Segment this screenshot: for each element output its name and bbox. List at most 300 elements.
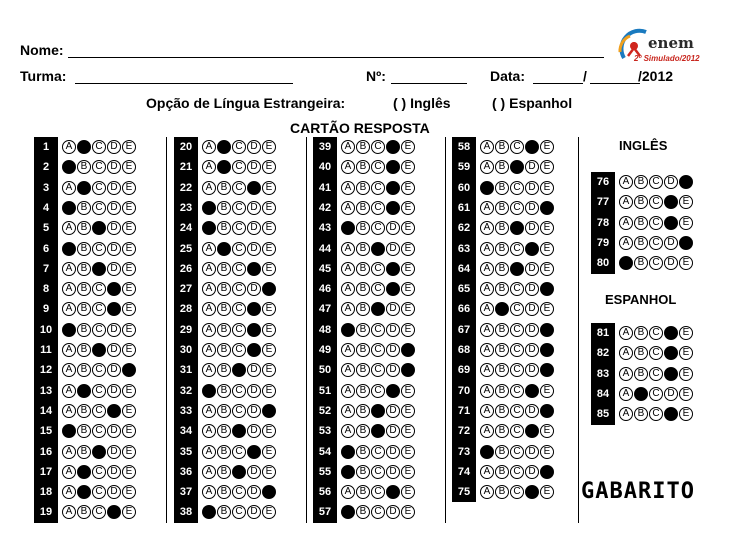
answer-bubble-b[interactable]: B <box>217 160 231 174</box>
answer-bubble-d[interactable]: D <box>386 221 400 235</box>
answer-bubble-c[interactable]: C <box>92 445 106 459</box>
answer-bubble-b[interactable]: B <box>217 445 231 459</box>
answer-bubble-e[interactable]: E <box>262 343 276 357</box>
answer-bubble-d[interactable]: D <box>664 256 678 270</box>
answer-bubble-e[interactable]: E <box>540 323 554 337</box>
answer-bubble-c[interactable]: C <box>232 242 246 256</box>
answer-bubble-b[interactable]: B <box>77 140 91 154</box>
answer-bubble-a[interactable]: A <box>341 505 355 519</box>
answer-bubble-c[interactable]: C <box>92 424 106 438</box>
answer-bubble-d[interactable]: D <box>386 282 400 296</box>
answer-bubble-a[interactable]: A <box>480 404 494 418</box>
answer-bubble-d[interactable]: D <box>386 242 400 256</box>
answer-bubble-c[interactable]: C <box>649 326 663 340</box>
answer-bubble-b[interactable]: B <box>634 387 648 401</box>
answer-bubble-e[interactable]: E <box>679 407 693 421</box>
answer-bubble-b[interactable]: B <box>495 262 509 276</box>
answer-bubble-a[interactable]: A <box>62 242 76 256</box>
answer-bubble-b[interactable]: B <box>356 282 370 296</box>
answer-bubble-b[interactable]: B <box>495 181 509 195</box>
answer-bubble-d[interactable]: D <box>386 384 400 398</box>
answer-bubble-d[interactable]: D <box>386 505 400 519</box>
answer-bubble-e[interactable]: E <box>540 140 554 154</box>
answer-bubble-a[interactable]: A <box>62 485 76 499</box>
answer-bubble-c[interactable]: C <box>371 242 385 256</box>
answer-bubble-d[interactable]: D <box>107 343 121 357</box>
answer-bubble-d[interactable]: D <box>247 140 261 154</box>
answer-bubble-a[interactable]: A <box>62 424 76 438</box>
answer-bubble-e[interactable]: E <box>122 465 136 479</box>
answer-bubble-d[interactable]: D <box>247 323 261 337</box>
answer-bubble-c[interactable]: C <box>92 323 106 337</box>
answer-bubble-a[interactable]: A <box>480 221 494 235</box>
answer-bubble-e[interactable]: E <box>401 140 415 154</box>
answer-bubble-b[interactable]: B <box>356 160 370 174</box>
answer-bubble-c[interactable]: C <box>232 343 246 357</box>
answer-bubble-d[interactable]: D <box>107 465 121 479</box>
answer-bubble-c[interactable]: C <box>92 384 106 398</box>
answer-bubble-e[interactable]: E <box>262 221 276 235</box>
answer-bubble-e[interactable]: E <box>122 343 136 357</box>
answer-bubble-d[interactable]: D <box>247 384 261 398</box>
answer-bubble-e[interactable]: E <box>679 236 693 250</box>
answer-bubble-a[interactable]: A <box>202 343 216 357</box>
answer-bubble-a[interactable]: A <box>341 160 355 174</box>
answer-bubble-b[interactable]: B <box>217 384 231 398</box>
answer-bubble-c[interactable]: C <box>92 201 106 215</box>
answer-bubble-d[interactable]: D <box>247 465 261 479</box>
answer-bubble-a[interactable]: A <box>341 424 355 438</box>
answer-bubble-a[interactable]: A <box>341 201 355 215</box>
answer-bubble-c[interactable]: C <box>92 343 106 357</box>
answer-bubble-b[interactable]: B <box>77 282 91 296</box>
answer-bubble-c[interactable]: C <box>92 181 106 195</box>
name-field[interactable] <box>68 57 604 58</box>
answer-bubble-b[interactable]: B <box>77 160 91 174</box>
answer-bubble-c[interactable]: C <box>232 262 246 276</box>
answer-bubble-d[interactable]: D <box>107 140 121 154</box>
answer-bubble-e[interactable]: E <box>540 485 554 499</box>
answer-bubble-b[interactable]: B <box>217 505 231 519</box>
answer-bubble-d[interactable]: D <box>247 505 261 519</box>
answer-bubble-d[interactable]: D <box>525 343 539 357</box>
answer-bubble-e[interactable]: E <box>122 505 136 519</box>
answer-bubble-d[interactable]: D <box>247 302 261 316</box>
answer-bubble-e[interactable]: E <box>401 242 415 256</box>
answer-bubble-e[interactable]: E <box>122 485 136 499</box>
answer-bubble-b[interactable]: B <box>356 343 370 357</box>
answer-bubble-d[interactable]: D <box>386 140 400 154</box>
answer-bubble-b[interactable]: B <box>356 302 370 316</box>
answer-bubble-a[interactable]: A <box>619 407 633 421</box>
answer-bubble-a[interactable]: A <box>480 181 494 195</box>
answer-bubble-a[interactable]: A <box>480 363 494 377</box>
answer-bubble-a[interactable]: A <box>202 282 216 296</box>
answer-bubble-a[interactable]: A <box>480 201 494 215</box>
answer-bubble-c[interactable]: C <box>371 140 385 154</box>
answer-bubble-a[interactable]: A <box>202 445 216 459</box>
answer-bubble-c[interactable]: C <box>371 201 385 215</box>
answer-bubble-a[interactable]: A <box>341 242 355 256</box>
answer-bubble-e[interactable]: E <box>122 221 136 235</box>
answer-bubble-e[interactable]: E <box>679 326 693 340</box>
spanish-option[interactable]: ( ) Espanhol <box>492 95 573 111</box>
answer-bubble-c[interactable]: C <box>232 363 246 377</box>
answer-bubble-a[interactable]: A <box>480 302 494 316</box>
answer-bubble-a[interactable]: A <box>480 424 494 438</box>
answer-bubble-b[interactable]: B <box>217 343 231 357</box>
answer-bubble-b[interactable]: B <box>217 140 231 154</box>
answer-bubble-d[interactable]: D <box>107 424 121 438</box>
answer-bubble-b[interactable]: B <box>634 216 648 230</box>
answer-bubble-d[interactable]: D <box>664 407 678 421</box>
answer-bubble-a[interactable]: A <box>62 160 76 174</box>
answer-bubble-c[interactable]: C <box>92 465 106 479</box>
answer-bubble-a[interactable]: A <box>202 242 216 256</box>
answer-bubble-b[interactable]: B <box>217 242 231 256</box>
answer-bubble-e[interactable]: E <box>401 445 415 459</box>
answer-bubble-d[interactable]: D <box>386 201 400 215</box>
answer-bubble-d[interactable]: D <box>386 343 400 357</box>
answer-bubble-e[interactable]: E <box>122 323 136 337</box>
answer-bubble-b[interactable]: B <box>77 323 91 337</box>
answer-bubble-d[interactable]: D <box>525 485 539 499</box>
answer-bubble-a[interactable]: A <box>619 175 633 189</box>
answer-bubble-c[interactable]: C <box>649 175 663 189</box>
answer-bubble-a[interactable]: A <box>480 242 494 256</box>
answer-bubble-b[interactable]: B <box>634 346 648 360</box>
answer-bubble-e[interactable]: E <box>679 175 693 189</box>
answer-bubble-d[interactable]: D <box>525 221 539 235</box>
answer-bubble-c[interactable]: C <box>92 221 106 235</box>
answer-bubble-b[interactable]: B <box>495 201 509 215</box>
answer-bubble-a[interactable]: A <box>202 404 216 418</box>
answer-bubble-b[interactable]: B <box>77 242 91 256</box>
answer-bubble-d[interactable]: D <box>525 282 539 296</box>
answer-bubble-a[interactable]: A <box>202 140 216 154</box>
answer-bubble-d[interactable]: D <box>247 242 261 256</box>
answer-bubble-d[interactable]: D <box>525 445 539 459</box>
answer-bubble-b[interactable]: B <box>495 384 509 398</box>
answer-bubble-c[interactable]: C <box>510 465 524 479</box>
answer-bubble-a[interactable]: A <box>62 282 76 296</box>
answer-bubble-a[interactable]: A <box>341 445 355 459</box>
answer-bubble-e[interactable]: E <box>401 363 415 377</box>
answer-bubble-b[interactable]: B <box>634 326 648 340</box>
answer-bubble-b[interactable]: B <box>217 465 231 479</box>
answer-bubble-d[interactable]: D <box>525 181 539 195</box>
answer-bubble-c[interactable]: C <box>92 140 106 154</box>
answer-bubble-a[interactable]: A <box>480 485 494 499</box>
answer-bubble-b[interactable]: B <box>356 201 370 215</box>
answer-bubble-c[interactable]: C <box>232 282 246 296</box>
answer-bubble-e[interactable]: E <box>262 181 276 195</box>
answer-bubble-d[interactable]: D <box>525 140 539 154</box>
answer-bubble-d[interactable]: D <box>247 485 261 499</box>
answer-bubble-a[interactable]: A <box>619 216 633 230</box>
answer-bubble-a[interactable]: A <box>619 236 633 250</box>
answer-bubble-b[interactable]: B <box>634 256 648 270</box>
answer-bubble-d[interactable]: D <box>525 465 539 479</box>
answer-bubble-e[interactable]: E <box>401 384 415 398</box>
answer-bubble-d[interactable]: D <box>525 323 539 337</box>
answer-bubble-b[interactable]: B <box>634 236 648 250</box>
answer-bubble-e[interactable]: E <box>401 221 415 235</box>
answer-bubble-d[interactable]: D <box>107 262 121 276</box>
answer-bubble-c[interactable]: C <box>92 282 106 296</box>
answer-bubble-c[interactable]: C <box>232 140 246 154</box>
answer-bubble-e[interactable]: E <box>540 424 554 438</box>
answer-bubble-b[interactable]: B <box>495 221 509 235</box>
answer-bubble-a[interactable]: A <box>480 465 494 479</box>
answer-bubble-a[interactable]: A <box>62 343 76 357</box>
answer-bubble-a[interactable]: A <box>62 363 76 377</box>
answer-bubble-a[interactable]: A <box>619 346 633 360</box>
answer-bubble-b[interactable]: B <box>217 485 231 499</box>
answer-bubble-d[interactable]: D <box>107 485 121 499</box>
answer-bubble-a[interactable]: A <box>341 404 355 418</box>
answer-bubble-e[interactable]: E <box>262 323 276 337</box>
answer-bubble-d[interactable]: D <box>664 195 678 209</box>
answer-bubble-a[interactable]: A <box>62 445 76 459</box>
answer-bubble-b[interactable]: B <box>634 367 648 381</box>
answer-bubble-a[interactable]: A <box>62 505 76 519</box>
answer-bubble-c[interactable]: C <box>510 445 524 459</box>
answer-bubble-c[interactable]: C <box>510 262 524 276</box>
answer-bubble-e[interactable]: E <box>679 367 693 381</box>
answer-bubble-c[interactable]: C <box>371 323 385 337</box>
answer-bubble-c[interactable]: C <box>510 160 524 174</box>
answer-bubble-a[interactable]: A <box>202 424 216 438</box>
answer-bubble-d[interactable]: D <box>107 181 121 195</box>
answer-bubble-a[interactable]: A <box>619 256 633 270</box>
answer-bubble-b[interactable]: B <box>495 160 509 174</box>
answer-bubble-b[interactable]: B <box>495 363 509 377</box>
answer-bubble-a[interactable]: A <box>341 140 355 154</box>
answer-bubble-b[interactable]: B <box>217 181 231 195</box>
answer-bubble-d[interactable]: D <box>247 221 261 235</box>
answer-bubble-e[interactable]: E <box>401 505 415 519</box>
answer-bubble-c[interactable]: C <box>232 181 246 195</box>
answer-bubble-c[interactable]: C <box>510 323 524 337</box>
answer-bubble-b[interactable]: B <box>495 343 509 357</box>
answer-bubble-c[interactable]: C <box>649 216 663 230</box>
answer-bubble-a[interactable]: A <box>341 485 355 499</box>
answer-bubble-d[interactable]: D <box>386 485 400 499</box>
answer-bubble-c[interactable]: C <box>510 384 524 398</box>
answer-bubble-d[interactable]: D <box>107 160 121 174</box>
answer-bubble-d[interactable]: D <box>247 181 261 195</box>
answer-bubble-b[interactable]: B <box>217 363 231 377</box>
answer-bubble-e[interactable]: E <box>401 485 415 499</box>
answer-bubble-e[interactable]: E <box>401 302 415 316</box>
answer-bubble-c[interactable]: C <box>371 465 385 479</box>
answer-bubble-c[interactable]: C <box>92 505 106 519</box>
answer-bubble-e[interactable]: E <box>540 363 554 377</box>
answer-bubble-e[interactable]: E <box>401 424 415 438</box>
answer-bubble-c[interactable]: C <box>371 343 385 357</box>
answer-bubble-b[interactable]: B <box>77 424 91 438</box>
answer-bubble-c[interactable]: C <box>371 445 385 459</box>
answer-bubble-b[interactable]: B <box>356 485 370 499</box>
answer-bubble-c[interactable]: C <box>371 262 385 276</box>
answer-bubble-d[interactable]: D <box>386 160 400 174</box>
answer-bubble-b[interactable]: B <box>495 404 509 418</box>
answer-bubble-e[interactable]: E <box>262 140 276 154</box>
answer-bubble-d[interactable]: D <box>525 424 539 438</box>
answer-bubble-c[interactable]: C <box>371 505 385 519</box>
answer-bubble-c[interactable]: C <box>92 485 106 499</box>
answer-bubble-e[interactable]: E <box>401 282 415 296</box>
answer-bubble-a[interactable]: A <box>62 262 76 276</box>
answer-bubble-b[interactable]: B <box>77 302 91 316</box>
answer-bubble-a[interactable]: A <box>62 201 76 215</box>
answer-bubble-a[interactable]: A <box>202 323 216 337</box>
answer-bubble-c[interactable]: C <box>92 242 106 256</box>
answer-bubble-d[interactable]: D <box>247 282 261 296</box>
answer-bubble-b[interactable]: B <box>77 445 91 459</box>
answer-bubble-a[interactable]: A <box>619 195 633 209</box>
answer-bubble-b[interactable]: B <box>77 384 91 398</box>
answer-bubble-a[interactable]: A <box>62 465 76 479</box>
answer-bubble-a[interactable]: A <box>341 302 355 316</box>
answer-bubble-c[interactable]: C <box>510 282 524 296</box>
answer-bubble-a[interactable]: A <box>341 181 355 195</box>
answer-bubble-b[interactable]: B <box>634 175 648 189</box>
answer-bubble-d[interactable]: D <box>525 302 539 316</box>
answer-bubble-e[interactable]: E <box>122 201 136 215</box>
answer-bubble-b[interactable]: B <box>217 404 231 418</box>
answer-bubble-b[interactable]: B <box>495 323 509 337</box>
answer-bubble-b[interactable]: B <box>356 242 370 256</box>
answer-bubble-a[interactable]: A <box>202 505 216 519</box>
answer-bubble-c[interactable]: C <box>510 221 524 235</box>
answer-bubble-e[interactable]: E <box>122 242 136 256</box>
answer-bubble-e[interactable]: E <box>540 160 554 174</box>
answer-bubble-c[interactable]: C <box>371 221 385 235</box>
answer-bubble-b[interactable]: B <box>495 282 509 296</box>
answer-bubble-a[interactable]: A <box>341 262 355 276</box>
answer-bubble-b[interactable]: B <box>356 140 370 154</box>
answer-bubble-a[interactable]: A <box>480 282 494 296</box>
answer-bubble-c[interactable]: C <box>649 346 663 360</box>
answer-bubble-b[interactable]: B <box>217 424 231 438</box>
answer-bubble-c[interactable]: C <box>232 424 246 438</box>
answer-bubble-d[interactable]: D <box>525 160 539 174</box>
answer-bubble-d[interactable]: D <box>107 242 121 256</box>
answer-bubble-b[interactable]: B <box>634 407 648 421</box>
answer-bubble-b[interactable]: B <box>356 505 370 519</box>
answer-bubble-c[interactable]: C <box>232 485 246 499</box>
answer-bubble-b[interactable]: B <box>77 343 91 357</box>
answer-bubble-b[interactable]: B <box>217 282 231 296</box>
answer-bubble-c[interactable]: C <box>232 221 246 235</box>
answer-bubble-c[interactable]: C <box>92 302 106 316</box>
answer-bubble-e[interactable]: E <box>262 404 276 418</box>
answer-bubble-a[interactable]: A <box>202 485 216 499</box>
answer-bubble-e[interactable]: E <box>401 465 415 479</box>
answer-bubble-d[interactable]: D <box>664 236 678 250</box>
answer-bubble-b[interactable]: B <box>77 201 91 215</box>
answer-bubble-e[interactable]: E <box>122 160 136 174</box>
answer-bubble-b[interactable]: B <box>77 404 91 418</box>
answer-bubble-e[interactable]: E <box>401 404 415 418</box>
answer-bubble-d[interactable]: D <box>247 424 261 438</box>
answer-bubble-b[interactable]: B <box>356 445 370 459</box>
answer-bubble-e[interactable]: E <box>401 201 415 215</box>
answer-bubble-e[interactable]: E <box>262 505 276 519</box>
answer-bubble-d[interactable]: D <box>107 201 121 215</box>
answer-bubble-b[interactable]: B <box>77 485 91 499</box>
answer-bubble-a[interactable]: A <box>202 465 216 479</box>
answer-bubble-d[interactable]: D <box>525 242 539 256</box>
answer-bubble-d[interactable]: D <box>386 262 400 276</box>
answer-bubble-a[interactable]: A <box>480 384 494 398</box>
answer-bubble-c[interactable]: C <box>510 424 524 438</box>
answer-bubble-a[interactable]: A <box>202 181 216 195</box>
answer-bubble-e[interactable]: E <box>122 424 136 438</box>
answer-bubble-b[interactable]: B <box>356 181 370 195</box>
answer-bubble-b[interactable]: B <box>634 195 648 209</box>
answer-bubble-d[interactable]: D <box>525 201 539 215</box>
answer-bubble-a[interactable]: A <box>62 302 76 316</box>
answer-bubble-e[interactable]: E <box>262 201 276 215</box>
answer-bubble-e[interactable]: E <box>540 445 554 459</box>
answer-bubble-e[interactable]: E <box>540 221 554 235</box>
answer-bubble-e[interactable]: E <box>401 343 415 357</box>
answer-bubble-e[interactable]: E <box>540 282 554 296</box>
answer-bubble-c[interactable]: C <box>649 367 663 381</box>
answer-bubble-c[interactable]: C <box>371 404 385 418</box>
answer-bubble-d[interactable]: D <box>107 302 121 316</box>
answer-bubble-e[interactable]: E <box>262 242 276 256</box>
answer-bubble-b[interactable]: B <box>77 262 91 276</box>
answer-bubble-b[interactable]: B <box>495 140 509 154</box>
answer-bubble-b[interactable]: B <box>356 424 370 438</box>
answer-bubble-c[interactable]: C <box>649 256 663 270</box>
answer-bubble-e[interactable]: E <box>679 195 693 209</box>
answer-bubble-b[interactable]: B <box>356 384 370 398</box>
answer-bubble-d[interactable]: D <box>247 160 261 174</box>
answer-bubble-a[interactable]: A <box>480 445 494 459</box>
answer-bubble-a[interactable]: A <box>62 140 76 154</box>
answer-bubble-e[interactable]: E <box>401 181 415 195</box>
answer-bubble-d[interactable]: D <box>107 505 121 519</box>
answer-bubble-a[interactable]: A <box>480 343 494 357</box>
answer-bubble-e[interactable]: E <box>540 302 554 316</box>
answer-bubble-c[interactable]: C <box>649 407 663 421</box>
answer-bubble-d[interactable]: D <box>107 282 121 296</box>
answer-bubble-e[interactable]: E <box>262 363 276 377</box>
answer-bubble-b[interactable]: B <box>495 302 509 316</box>
answer-bubble-c[interactable]: C <box>232 160 246 174</box>
answer-bubble-a[interactable]: A <box>62 221 76 235</box>
answer-bubble-c[interactable]: C <box>371 384 385 398</box>
answer-bubble-a[interactable]: A <box>619 387 633 401</box>
answer-bubble-c[interactable]: C <box>371 160 385 174</box>
answer-bubble-b[interactable]: B <box>77 181 91 195</box>
answer-bubble-e[interactable]: E <box>540 242 554 256</box>
answer-bubble-e[interactable]: E <box>122 262 136 276</box>
answer-bubble-e[interactable]: E <box>122 140 136 154</box>
answer-bubble-b[interactable]: B <box>217 262 231 276</box>
answer-bubble-e[interactable]: E <box>122 363 136 377</box>
answer-bubble-e[interactable]: E <box>401 323 415 337</box>
answer-bubble-d[interactable]: D <box>107 445 121 459</box>
answer-bubble-d[interactable]: D <box>386 424 400 438</box>
answer-bubble-e[interactable]: E <box>262 424 276 438</box>
answer-bubble-d[interactable]: D <box>107 404 121 418</box>
